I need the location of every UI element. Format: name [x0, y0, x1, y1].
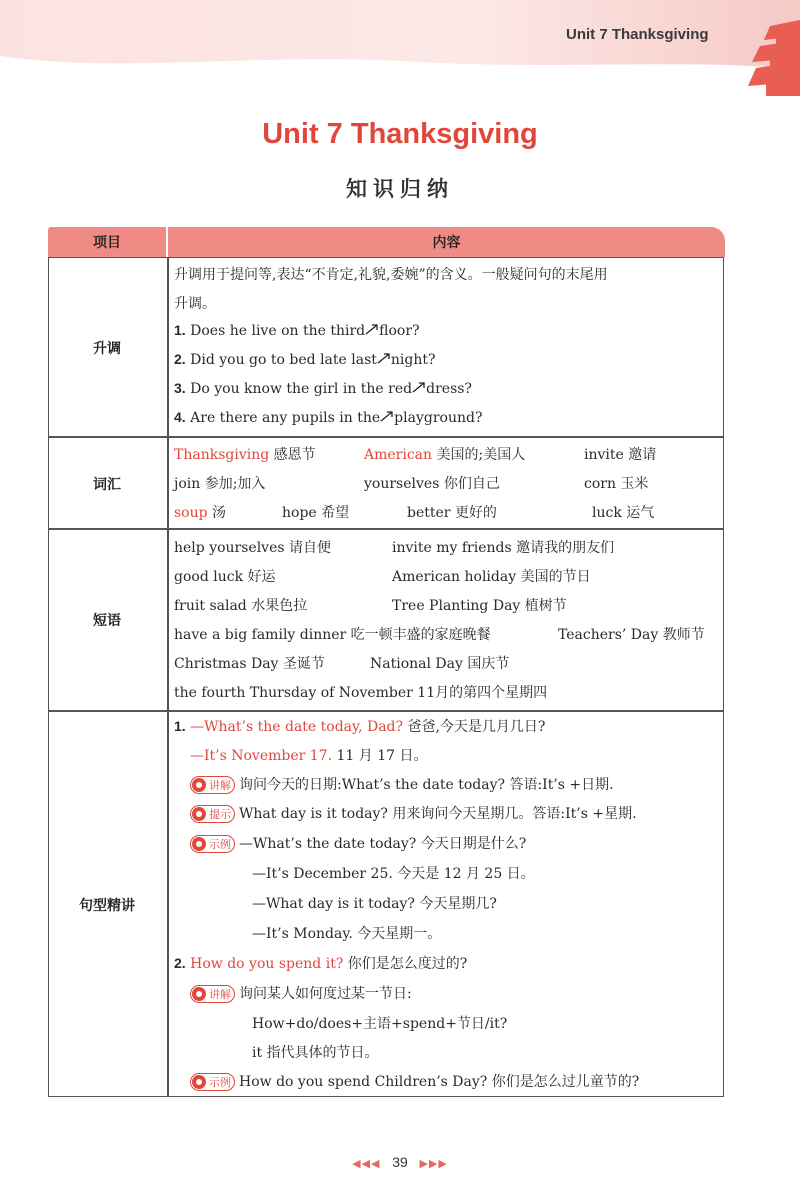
page-title: Unit 7 Thanksgiving — [262, 118, 538, 150]
row-divider — [48, 436, 724, 438]
sentence-2-formula: How+do/does+主语+spend+节日/it? — [252, 1016, 508, 1032]
explain-badge: 讲解 — [190, 985, 235, 1003]
section-subtitle: 知识归纳 — [346, 177, 454, 201]
vocab-item: better 更好的 — [407, 505, 497, 521]
sentence-2-question: 2. How do you spend it? 你们是怎么度过的? — [174, 955, 468, 972]
column-header-item: 项目 — [48, 227, 166, 257]
phrase-item: Tree Planting Day 植树节 — [392, 598, 567, 614]
vocab-item: join 参加;加入 — [174, 476, 266, 492]
vocab-item: American 美国的;美国人 — [364, 447, 526, 463]
example-line: —It’s December 25. 今天是 12 月 25 日。 — [252, 866, 535, 882]
right-triangles-icon: ▶▶▶ — [419, 1158, 448, 1170]
intonation-description-cont: 升调。 — [174, 296, 216, 312]
row-label-sentences: 句型精讲 — [79, 898, 135, 914]
phrase-item: Christmas Day 圣诞节 — [174, 656, 325, 672]
phrase-item: American holiday 美国的节日 — [392, 569, 591, 585]
phrase-item: have a big family dinner 吃一顿丰盛的家庭晚餐 — [174, 627, 491, 643]
sentence-1-question: 1. —What’s the date today, Dad? 爸爸,今天是几月几日? — [174, 718, 546, 735]
column-divider — [167, 257, 169, 1097]
phrase-item: invite my friends 邀请我的朋友们 — [392, 540, 615, 556]
phrase-item: help yourselves 请自便 — [174, 540, 332, 556]
rising-arrow-icon — [412, 381, 426, 393]
sentence-2-explain: 讲解 询问某人如何度过某一节日: — [190, 983, 412, 1003]
phrase-item: fruit salad 水果色拉 — [174, 598, 308, 614]
row-divider — [48, 528, 724, 530]
vocab-item: corn 玉米 — [584, 476, 649, 492]
intonation-example: 2. Did you go to bed late last night? — [174, 351, 436, 368]
row-divider — [48, 710, 724, 712]
example-badge: 示例 — [190, 835, 235, 853]
vocab-item: invite 邀请 — [584, 447, 657, 463]
sentence-1-explain: 讲解 询问今天的日期:What’s the date today? 答语:It’s +日期. — [190, 774, 614, 794]
example-line: —What day is it today? 今天星期几? — [252, 896, 497, 912]
column-header-content: 内容 — [168, 227, 725, 257]
phrase-item: the fourth Thursday of November 11月的第四个星期四 — [174, 685, 548, 701]
row-label-phrases: 短语 — [93, 613, 121, 629]
vocab-item: soup 汤 — [174, 505, 227, 521]
intonation-example: 4. Are there any pupils in the playground? — [174, 409, 483, 426]
bullet-icon — [192, 778, 206, 792]
phrase-item: Teachers’ Day 教师节 — [558, 627, 705, 643]
intonation-example: 1. Does he live on the third floor? — [174, 322, 420, 339]
page-footer — [0, 1154, 800, 1170]
phrase-item: National Day 国庆节 — [370, 656, 510, 672]
pencil-icon — [192, 1075, 206, 1089]
intonation-example: 3. Do you know the girl in the red dress? — [174, 380, 472, 397]
row-label-vocabulary: 词汇 — [93, 477, 121, 493]
vocab-item: Thanksgiving 感恩节 — [174, 447, 316, 463]
top-banner — [0, 0, 800, 100]
sentence-1-tip: 提示 What day is it today? 用来询问今天星期几。答语:It’s +星期. — [190, 803, 637, 823]
row-label-intonation: 升调 — [93, 341, 121, 357]
rising-arrow-icon — [377, 352, 391, 364]
vocab-item: hope 希望 — [282, 505, 350, 521]
vocab-item: yourselves 你们自己 — [364, 476, 500, 492]
vocab-item: luck 运气 — [592, 505, 655, 521]
example-line: —It’s Monday. 今天星期一。 — [252, 926, 442, 942]
sentence-2-example: 示例 How do you spend Children’s Day? 你们是怎么过儿童节的? — [190, 1071, 639, 1091]
left-triangles-icon: ◀◀◀ — [352, 1158, 381, 1170]
explain-badge: 讲解 — [190, 776, 235, 794]
bullet-icon — [192, 987, 206, 1001]
rising-arrow-icon — [365, 323, 379, 335]
running-header: Unit 7 Thanksgiving — [566, 26, 709, 43]
rising-arrow-icon — [380, 410, 394, 422]
phrase-item: good luck 好运 — [174, 569, 276, 585]
tip-badge: 提示 — [190, 805, 235, 823]
sentence-2-note: it 指代具体的节日。 — [252, 1045, 379, 1061]
page-number: 39 — [392, 1154, 408, 1170]
sentence-1-answer: —It’s November 17. 11 月 17 日。 — [190, 748, 428, 764]
lightbulb-icon — [192, 807, 206, 821]
sentence-1-example: 示例 —What’s the date today? 今天日期是什么? — [190, 833, 526, 853]
pencil-icon — [192, 837, 206, 851]
example-badge: 示例 — [190, 1073, 235, 1091]
intonation-description: 升调用于提问等,表达“不肯定,礼貌,委婉”的含义。一般疑问句的末尾用 — [174, 267, 608, 283]
